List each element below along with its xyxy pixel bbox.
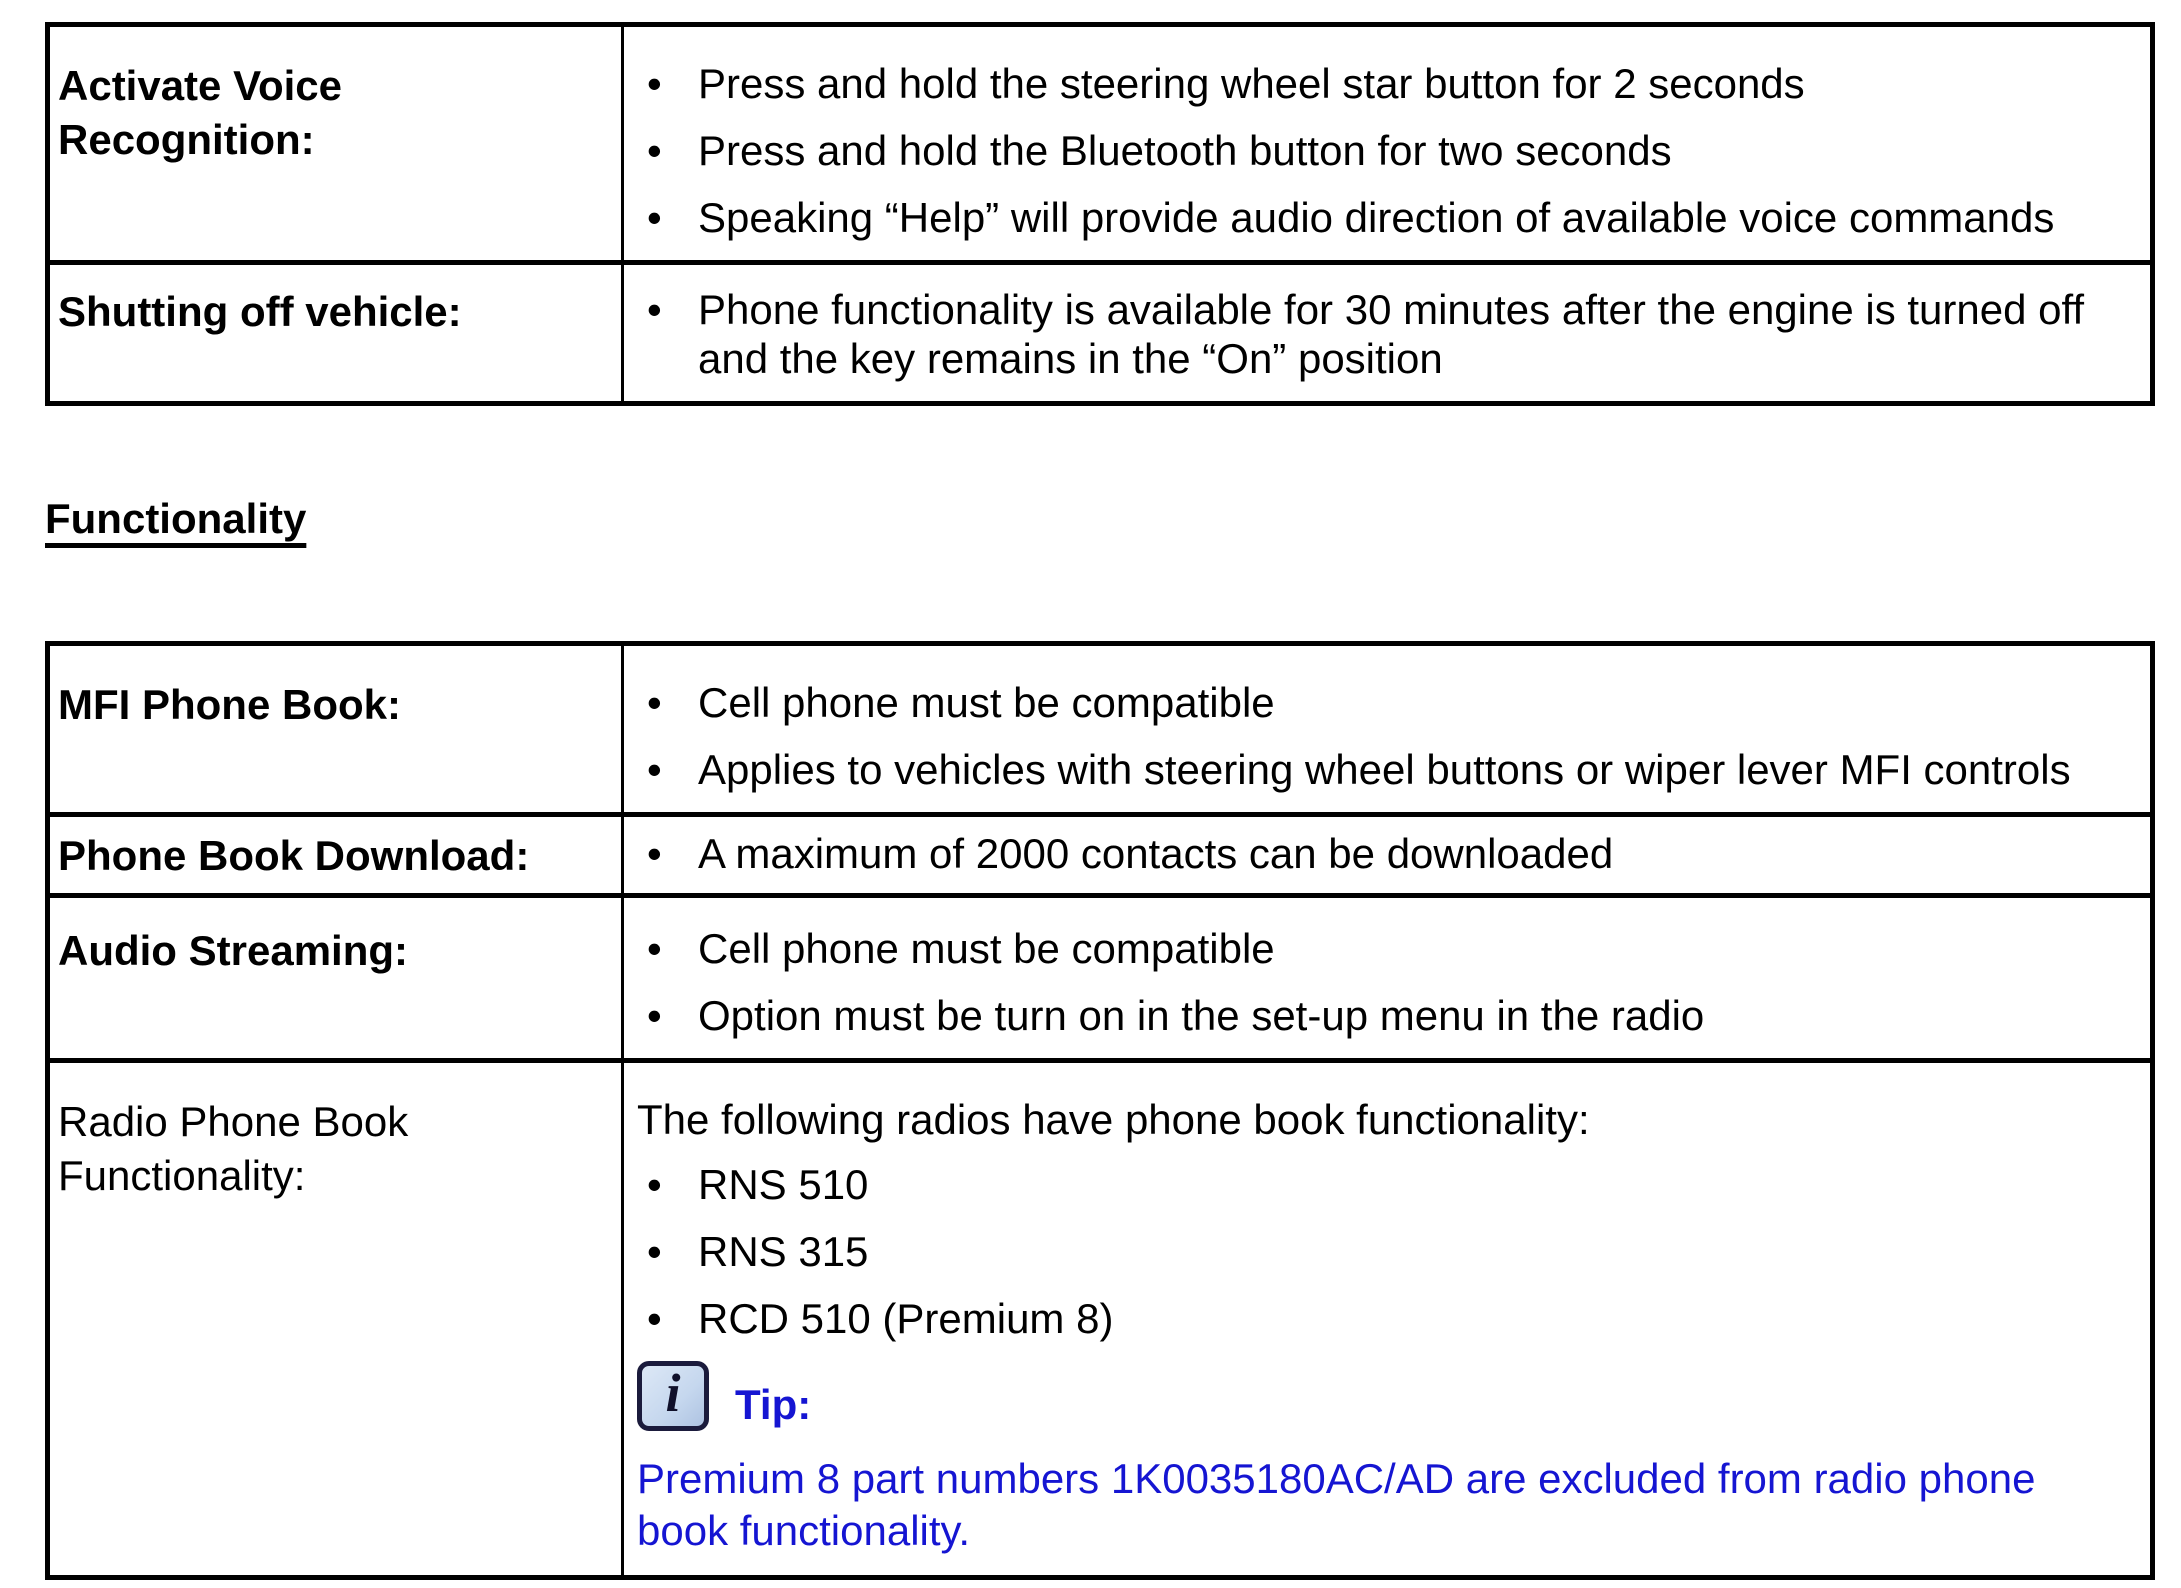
- bullet-list: [637, 1160, 2130, 1343]
- row-content-cell: [623, 815, 2153, 896]
- bullet-item: • Phone functionality is available for 30 minutes after the engine is turned off and the key remains in the “On” position: [637, 285, 2130, 383]
- row-label-cell: [48, 815, 623, 896]
- bullet-item: • A maximum of 2000 contacts can be downloaded: [637, 829, 2130, 878]
- table-row-radio-phone-book: [48, 1061, 2153, 1578]
- bullet-item: • Press and hold the steering wheel star button for 2 seconds: [637, 59, 2130, 108]
- table-row-audio-streaming: [48, 896, 2153, 1061]
- row-label-cell: [48, 263, 623, 404]
- bullet-item: • Speaking “Help” will provide audio direction of available voice commands: [637, 193, 2130, 242]
- bullet-list: [637, 59, 2130, 242]
- table-row-mfi-phone-book: [48, 644, 2153, 815]
- row-content-cell: [623, 896, 2153, 1061]
- tip-row: [637, 1359, 2130, 1431]
- row-content-cell: [623, 644, 2153, 815]
- row-label: MFI Phone Book:: [58, 681, 401, 728]
- table-row-activate-voice: [48, 25, 2153, 263]
- info-icon-glyph: i: [665, 1363, 681, 1423]
- table-row-shutting-off: [48, 263, 2153, 404]
- bullet-item: • RNS 510: [637, 1160, 2130, 1209]
- functionality-table: [45, 641, 2155, 1580]
- bullet-item: • Applies to vehicles with steering wheel buttons or wiper lever MFI controls: [637, 745, 2130, 794]
- row-label-cell: [48, 896, 623, 1061]
- bullet-item: • Cell phone must be compatible: [637, 924, 2130, 973]
- bullet-list: [637, 285, 2130, 383]
- section-heading: Functionality: [45, 495, 307, 542]
- row-label: Phone Book Download:: [58, 832, 530, 879]
- bullet-item: • Option must be turn on in the set-up menu in the radio: [637, 991, 2130, 1040]
- row-label: Activate Voice Recognition:: [58, 62, 343, 163]
- table-row-phone-book-download: [48, 815, 2153, 896]
- bullet-list: [637, 678, 2130, 794]
- tip-label: Tip:: [735, 1381, 812, 1428]
- info-icon: [637, 1361, 709, 1431]
- row-label-cell: [48, 644, 623, 815]
- intro-text: The following radios have phone book functionality:: [637, 1096, 1590, 1143]
- bullet-item: • RNS 315: [637, 1227, 2130, 1276]
- row-label-cell: [48, 25, 623, 263]
- row-label: Shutting off vehicle:: [58, 288, 462, 335]
- row-label-cell: [48, 1061, 623, 1578]
- bullet-item: • RCD 510 (Premium 8): [637, 1294, 2130, 1343]
- bullet-list: [637, 924, 2130, 1040]
- bullet-item: • Cell phone must be compatible: [637, 678, 2130, 727]
- row-label: Audio Streaming:: [58, 927, 409, 974]
- row-content-cell: [623, 263, 2153, 404]
- bullet-list: [637, 829, 2130, 878]
- voice-recognition-table: [45, 22, 2155, 406]
- tip-note: Premium 8 part numbers 1K0035180AC/AD are excluded from radio phone book functionality.: [637, 1455, 2036, 1554]
- row-content-cell: [623, 1061, 2153, 1578]
- bullet-item: • Press and hold the Bluetooth button for two seconds: [637, 126, 2130, 175]
- row-content-cell: [623, 25, 2153, 263]
- row-label: Radio Phone Book Functionality:: [58, 1098, 409, 1199]
